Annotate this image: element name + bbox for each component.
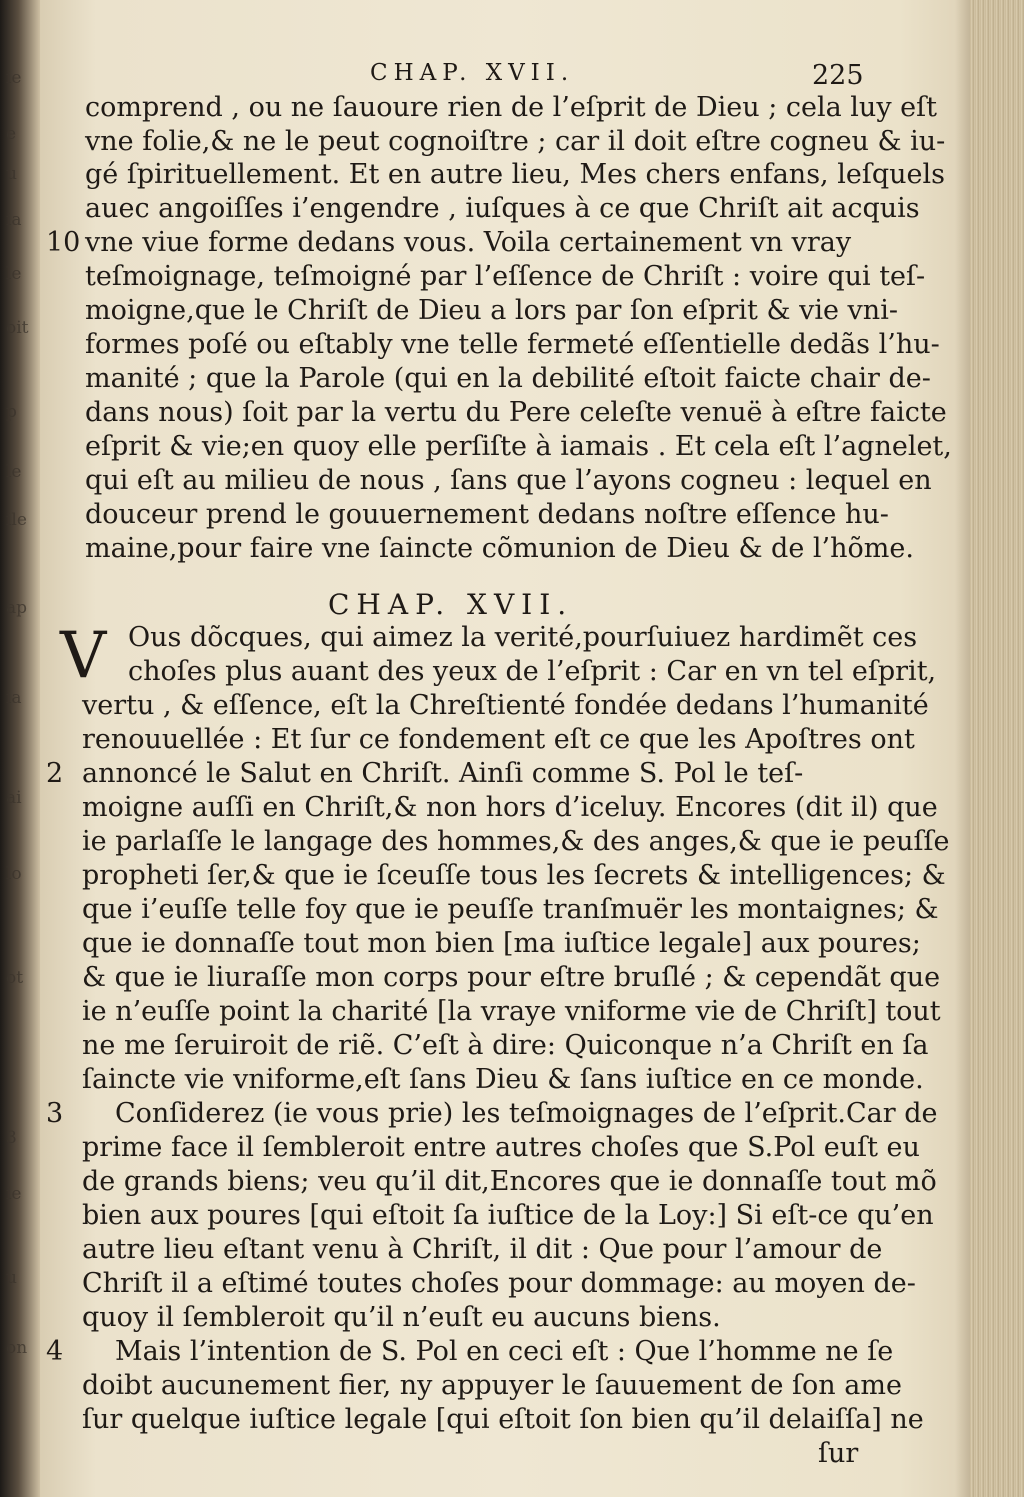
text-line: qui eſt au milieu de nous , ſans que l’ayons cogneu : lequel en bbox=[85, 465, 932, 496]
text-line: ſaincte vie vniforme,eſt ſans Dieu & ſans iuſtice en ce monde. bbox=[82, 1064, 924, 1095]
text-line: que i’euſſe telle foy que ie peuſſe tranſmuër les montaignes; & bbox=[82, 894, 939, 925]
text-line: prime face il ſembleroit entre autres choſes que S.Pol euſt eu bbox=[82, 1132, 920, 1163]
text-line: manité ; que la Parole (qui en la debilité eſtoit faicte chair de- bbox=[85, 363, 931, 394]
text-line: vne viue forme dedans vous. Voila certainement vn vray bbox=[85, 227, 852, 258]
margin-line-number: 10 bbox=[46, 227, 81, 258]
facing-page-margin-fragments bbox=[6, 70, 40, 1370]
chapter-heading: CHAP. XVII. bbox=[328, 588, 574, 621]
text-line: ſur quelque iuſtice legale [qui eſtoit ſon bien qu’il delaiſſa] ne bbox=[82, 1404, 924, 1435]
text-line: teſmoignage, teſmoigné par l’eſſence de Chriſt : voire qui teſ- bbox=[85, 261, 926, 292]
margin-fragment: lo bbox=[6, 864, 22, 884]
text-line: moigne,que le Chriſt de Dieu a lors par ſon eſprit & vie vni- bbox=[85, 295, 898, 326]
drop-cap: V bbox=[60, 619, 107, 693]
margin-fragment: le bbox=[6, 462, 22, 482]
margin-fragment: oit bbox=[6, 318, 29, 338]
text-line: moigne auſſi en Chriſt,& non hors d’iceluy. Encores (dit il) que bbox=[82, 792, 938, 823]
text-line: que ie donnaſſe tout mon bien [ma iuſtice legale] aux poures; bbox=[82, 928, 921, 959]
margin-fragment: u bbox=[6, 1268, 17, 1288]
text-line: maine,pour faire vne ſaincte cõmunion de Dieu & de l’hõme. bbox=[85, 533, 914, 564]
text-line: auec angoiſſes i’engendre , iuſques à ce que Chriſt ait acquis bbox=[85, 193, 920, 224]
text-line: vne folie,& ne le peut cognoiſtre ; car il doit eſtre cogneu & iu- bbox=[85, 126, 946, 157]
margin-fragment: le bbox=[6, 264, 22, 284]
text-line: eſprit & vie;en quoy elle perſiſte à iamais . Et cela eſt l’agnelet, bbox=[85, 431, 952, 462]
margin-line-number: 3 bbox=[46, 1098, 64, 1129]
margin-fragment: u bbox=[6, 164, 17, 184]
text-line: renouuellée : Et ſur ce fondement eſt ce que les Apoſtres ont bbox=[82, 724, 915, 755]
margin-fragment: e bbox=[6, 124, 17, 144]
text-line: Conſiderez (ie vous prie) les teſmoignages de l’eſprit.Car de bbox=[115, 1098, 938, 1129]
page-number: 225 bbox=[812, 60, 864, 91]
catchword: ſur bbox=[818, 1438, 859, 1469]
margin-fragment: ai bbox=[6, 788, 22, 808]
text-line: comprend , ou ne ſauoure rien de l’eſprit de Dieu ; cela luy eſt bbox=[85, 92, 937, 123]
text-line: formes poſé ou eſtably vne telle fermeté eſſentielle dedãs l’hu- bbox=[85, 329, 940, 360]
text-line: annoncé le Salut en Chriſt. Ainſi comme S. Pol le teſ- bbox=[82, 758, 804, 789]
text-line: Chriſt il a eſtimé toutes choſes pour dommage: au moyen de- bbox=[82, 1268, 916, 1299]
margin-fragment: ia bbox=[6, 210, 22, 230]
text-line: propheti ſer,& que ie ſceuſſe tous les ſecrets & intelligences; & bbox=[82, 860, 946, 891]
text-line: quoy il ſembleroit qu’il n’euſt eu aucuns biens. bbox=[82, 1302, 721, 1333]
margin-fragment: ie bbox=[6, 1184, 22, 1204]
margin-fragment: 3 bbox=[6, 1128, 17, 1148]
text-line: autre lieu eſtant venu à Chriſt, il dit : Que pour l’amour de bbox=[82, 1234, 883, 1265]
text-line: doibt aucunement fier, ny appuyer le ſauuement de ſon ame bbox=[82, 1370, 902, 1401]
margin-line-number: 2 bbox=[46, 758, 64, 789]
margin-line-number: 4 bbox=[46, 1336, 64, 1367]
text-line: ne me ſeruiroit de riẽ. C’eſt à dire: Quiconque n’a Chriſt en ſa bbox=[82, 1030, 929, 1061]
text-line: & que ie liuraſſe mon corps pour eſtre bruſlé ; & cependãt que bbox=[82, 962, 941, 993]
margin-fragment: ile bbox=[6, 510, 27, 530]
page-stack-edge bbox=[970, 0, 1024, 1497]
margin-fragment: ap bbox=[6, 598, 28, 618]
margin-fragment: p bbox=[6, 402, 17, 422]
text-line: choſes plus auant des yeux de l’eſprit : Car en vn tel eſprit, bbox=[128, 656, 937, 687]
text-line: Mais l’intention de S. Pol en ceci eſt : Que l’homme ne ſe bbox=[115, 1336, 894, 1367]
page-text bbox=[40, 0, 974, 1497]
text-line: vertu , & eſſence, eſt la Chreſtienté fondée dedans l’humanité bbox=[82, 690, 929, 721]
margin-fragment: ia bbox=[6, 688, 22, 708]
margin-fragment: ie bbox=[6, 68, 22, 88]
text-line: Ous dõcques, qui aimez la verité,pourſuiuez hardimẽt ces bbox=[128, 622, 918, 653]
text-line: ie parlaſſe le langage des hommes,& des anges,& que ie peuſſe bbox=[82, 826, 950, 857]
text-line: dans nous) ſoit par la vertu du Pere celeſte venuë à eſtre faicte bbox=[85, 397, 947, 428]
margin-fragment: on bbox=[6, 1338, 28, 1358]
text-line: bien aux poures [qui eſtoit ſa iuſtice de la Loy:] Si eſt-ce qu’en bbox=[82, 1200, 934, 1231]
running-header: CHAP. XVII. bbox=[370, 60, 575, 86]
text-line: douceur prend le gouuernement dedans noſtre eſſence hu- bbox=[85, 499, 889, 530]
text-line: ie n’euſſe point la charité [la vraye vniforme vie de Chriſt] tout bbox=[82, 996, 941, 1027]
text-line: de grands biens; veu qu’il dit,Encores que ie donnaſſe tout mõ bbox=[82, 1166, 937, 1197]
margin-fragment: ot bbox=[6, 968, 24, 988]
text-line: gé ſpirituellement. Et en autre lieu, Mes chers enfans, leſquels bbox=[85, 159, 945, 190]
